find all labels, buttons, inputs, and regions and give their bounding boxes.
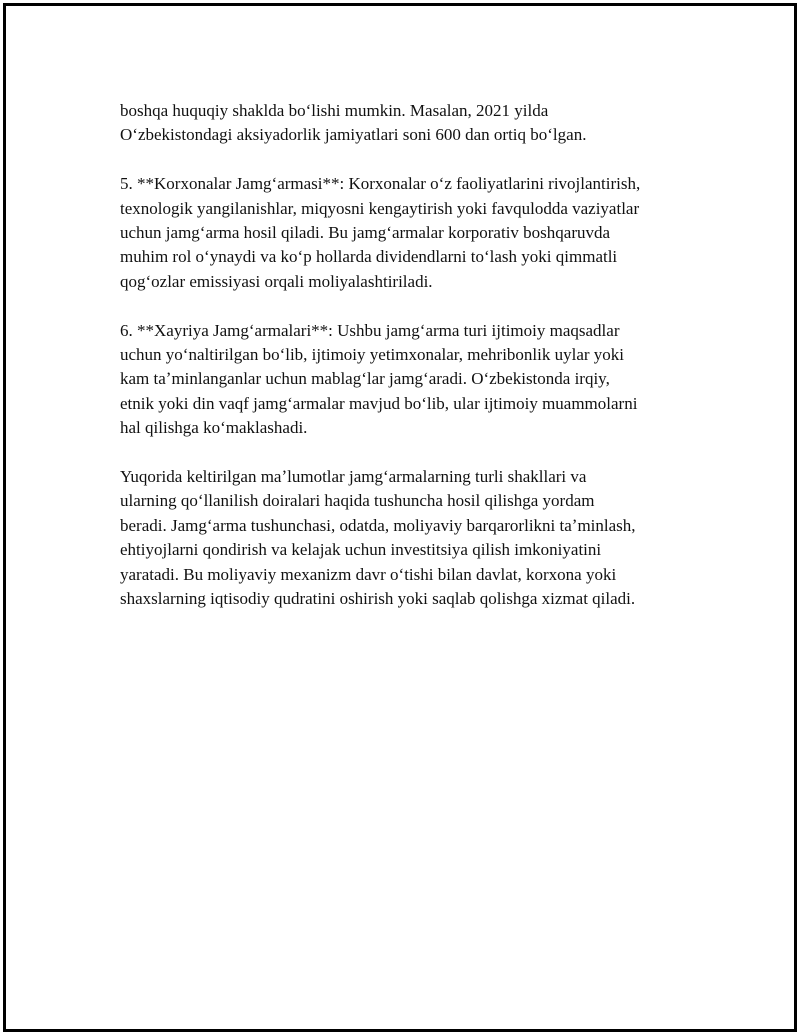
text-line: beradi. Jamgʻarma tushunchasi, odatda, moliyaviy barqarorlikni taʼminlash, xyxy=(120,515,636,535)
text-line: 5. **Korxonalar Jamgʻarmasi**: Korxonalar oʻz faoliyatlarini rivojlantirish, xyxy=(120,174,641,194)
text-line: texnologik yangilanishlar, miqyosni kengaytirish yoki favqulodda vaziyatlar xyxy=(120,198,640,218)
text-line: shaxslarning iqtisodiy qudratini oshirish yoki saqlab qolishga xizmat qiladi. xyxy=(120,589,636,609)
paragraph-continuation xyxy=(120,99,700,148)
text-line: Oʻzbekistondagi aksiyadorlik jamiyatlari soni 600 dan ortiq boʻlgan. xyxy=(120,125,587,145)
text-line: hal qilishga koʻmaklashadi. xyxy=(120,418,308,438)
text-line: qogʻozlar emissiyasi orqali moliyalashtiriladi. xyxy=(120,271,433,291)
document-body xyxy=(120,99,700,636)
text-line: kam taʼminlanganlar uchun mablagʻlar jamgʻaradi. Oʻzbekistonda irqiy, xyxy=(120,369,610,389)
paragraph-conclusion xyxy=(120,465,700,611)
text-line: etnik yoki din vaqf jamgʻarmalar mavjud boʻlib, ular ijtimoiy muammolarni xyxy=(120,393,638,413)
text-line: 6. **Xayriya Jamgʻarmalari**: Ushbu jamgʻarma turi ijtimoiy maqsadlar xyxy=(120,320,620,340)
text-line: ehtiyojlarni qondirish va kelajak uchun investitsiya qilish imkoniyatini xyxy=(120,540,602,560)
text-line: Yuqorida keltirilgan maʼlumotlar jamgʻarmalarning turli shakllari va xyxy=(120,467,587,487)
paragraph-xayriya-jamgarmalari xyxy=(120,319,700,441)
paragraph-korxonalar-jamgarmasi xyxy=(120,172,700,294)
text-line: boshqa huquqiy shaklda boʻlishi mumkin. Masalan, 2021 yilda xyxy=(120,101,549,120)
text-line: muhim rol oʻynaydi va koʻp hollarda dividendlarni toʻlash yoki qimmatli xyxy=(120,247,618,267)
text-line: yaratadi. Bu moliyaviy mexanizm davr oʻtishi bilan davlat, korxona yoki xyxy=(120,564,617,584)
text-line: uchun yoʻnaltirilgan boʻlib, ijtimoiy yetimxonalar, mehribonlik uylar yoki xyxy=(120,345,625,365)
page-frame xyxy=(3,3,797,1032)
text-line: ularning qoʻllanilish doiralari haqida tushuncha hosil qilishga yordam xyxy=(120,491,595,511)
text-line: uchun jamgʻarma hosil qiladi. Bu jamgʻarmalar korporativ boshqaruvda xyxy=(120,223,611,243)
